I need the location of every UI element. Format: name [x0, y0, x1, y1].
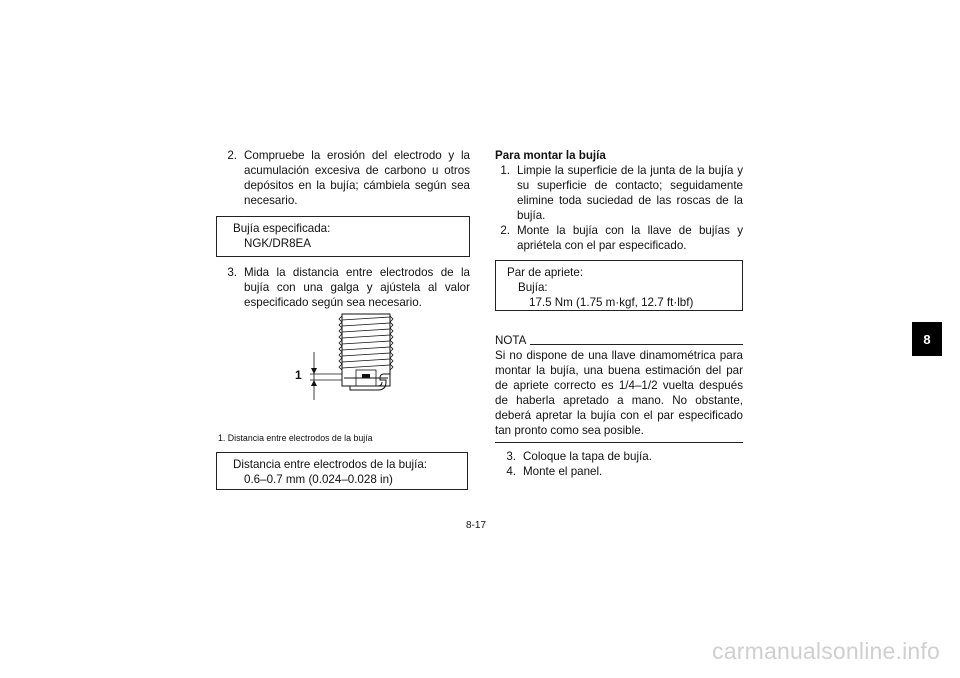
left-column [216, 148, 470, 310]
spec-value: NGK/DR8EA [244, 237, 312, 250]
nota-end-rule [495, 442, 743, 443]
torque-value: 17.5 Nm (1.75 m·kgf, 12.7 ft·lbf) [529, 296, 694, 309]
step-3 [216, 265, 470, 310]
gap-box [216, 452, 468, 490]
chapter-tab: 8 [912, 322, 942, 356]
step-text: Monte la bujía con la llave de bujías y apriétela con el par especificado. [517, 224, 743, 252]
spark-plug-illustration [290, 308, 410, 408]
spark-plug-figure [290, 308, 410, 408]
step-number: 2. [227, 149, 237, 162]
gap-label: Distancia entre electrodos de la bujía: [233, 458, 427, 471]
nota-title: NOTA [495, 334, 527, 347]
step-2 [216, 148, 470, 208]
page-number: 8-17 [466, 520, 487, 531]
step-text: Coloque la tapa de bujía. [523, 450, 652, 463]
nota-text: Si no dispone de una llave dinamométrica para montar la bujía, una buena estimación del par de apriete correcto es 1/4–1/2 vuelta después de haberla apretado a mano. No obstante, deberá apretar la bujía con el par especificado tan pronto como sea posible. [495, 349, 743, 437]
step-text: Limpie la superficie de la junta de la bujía y su superficie de contacto; seguidamente elimine toda suciedad de las roscas de la bujía. [517, 164, 743, 222]
step-2 [495, 223, 743, 253]
spec-label: Bujía especificada: [233, 222, 331, 235]
torque-box [495, 260, 743, 311]
step-text: Compruebe la erosión del electrodo y la acumulación excesiva de carbono u otros depósitos en la bujía; cámbiela según sea necesario. [244, 149, 470, 207]
step-4 [495, 464, 743, 479]
step-number: 3. [506, 450, 516, 463]
section-heading: Para montar la bujía [495, 149, 606, 162]
step-1 [495, 163, 743, 223]
torque-sub: Bujía: [518, 281, 548, 294]
step-3 [495, 449, 743, 464]
step-text: Mida la distancia entre electrodos de la bujía con una galga y ajústela al valor especificado según sea necesario. [244, 266, 470, 309]
gap-value: 0.6–0.7 mm (0.024–0.028 in) [244, 473, 393, 486]
step-number: 4. [506, 465, 516, 478]
nota-rule [530, 344, 743, 345]
step-text: Monte el panel. [523, 465, 603, 478]
right-column [495, 148, 743, 479]
torque-label: Par de apriete: [507, 266, 584, 279]
nota-block [495, 333, 743, 443]
figure-caption: 1. Distancia entre electrodos de la bujía [218, 433, 373, 443]
watermark: carmanualsonline.info [712, 638, 940, 664]
step-number: 3. [227, 266, 237, 279]
spec-box [216, 216, 470, 257]
figure-callout: 1 [295, 368, 302, 382]
nota-header [495, 333, 743, 348]
step-number: 1. [500, 164, 510, 177]
step-number: 2. [500, 224, 510, 237]
